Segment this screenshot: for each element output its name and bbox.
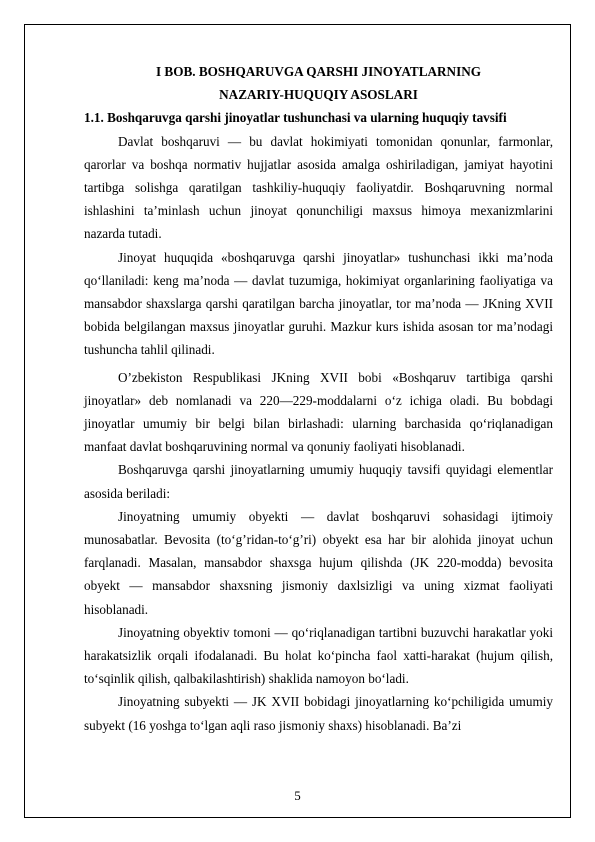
paragraph-2: Jinoyat huquqida «boshqaruvga qarshi jinoyatlar» tushunchasi ikki ma’noda qo‘llaniladi: keng ma’noda — davlat tuzumiga, hokimiyat organlarining faoliyatiga va mansabdor shaxslarga qarshi qaratilgan barcha jinoyatlar, tor ma’noda — JKning XVII bobida belgilangan maxsus jinoyatlar guruhi. Mazkur kurs ishida asosan tor ma’nodagi tushuncha tahlil qilinadi.	[84, 249, 553, 358]
paragraph-7: Jinoyatning subyekti — JK XVII bobidagi jinoyatlarning ko‘pchiligida umumiy subyekt (16 yoshga to‘lgan aqli raso jismoniy shaxs) hisoblanadi. Ba’zi	[84, 694, 553, 733]
paragraph-3: O’zbekiston Respublikasi JKning XVII bobi «Boshqaruv tartibiga qarshi jinoyatlar» deb nomlanadi va 220—229-moddalarni o‘z ichiga oladi. Bu bobdagi jinoyatlar umumiy bir belgi bilan birlashadi: ularning barchasida qo‘riqlanadigan manfaat davlat boshqaruvining normal va qonuniy faoliyati hisoblanadi.	[84, 369, 553, 455]
section-heading: 1.1. Boshqaruvga qarshi jinoyatlar tushunchasi va ularning huquqiy tavsifi	[84, 110, 507, 126]
page-number: 5	[294, 788, 301, 803]
chapter-title-line1: I BOB. BOSHQARUVGA QARSHI JINOYATLARNING	[156, 64, 481, 79]
paragraph-4: Boshqaruvga qarshi jinoyatlarning umumiy huquqiy tavsifi quyidagi elementlar asosida beriladi:	[84, 462, 553, 501]
paragraph-1: Davlat boshqaruvi — bu davlat hokimiyati tomonidan qonunlar, farmonlar, qarorlar va boshqa normativ hujjatlar asosida amalga oshiriladigan, jamiyat hayotini tartibga solishga qaratilgan tashkiliy-huquqiy faoliyatdir. Boshqaruvning normal ishlashini ta’minlash uchun jinoyat qonunchiligi maxsus himoya mexanizmlarini nazarda tutadi.	[84, 133, 553, 242]
paragraph-5: Jinoyatning umumiy obyekti — davlat boshqaruvi sohasidagi ijtimoiy munosabatlar. Bevosita (to‘g’ridan-to‘g’ri) obyekt esa har bir alohida jinoyat uchun farqlanadi. Masalan, mansabdor shaxsga hujum qilishda (JK 220-modda) bevosita obyekt — mansabdor shaxsning jismoniy daxlsizligi va uning xizmat faoliyati hisoblanadi.	[84, 508, 553, 617]
document-body	[84, 60, 553, 737]
chapter-title-line2: NAZARIY-HUQUQIY ASOSLARI	[219, 87, 418, 103]
paragraph-6: Jinoyatning obyektiv tomoni — qo‘riqlanadigan tartibni buzuvchi harakatlar yoki harakatsizlik orqali ifodalanadi. Bu holat ko‘pincha faol xatti-harakat (hujum qilish, to‘sqinlik qilish, qalbakilashtirish) shaklida namoyon bo‘ladi.	[84, 624, 553, 687]
